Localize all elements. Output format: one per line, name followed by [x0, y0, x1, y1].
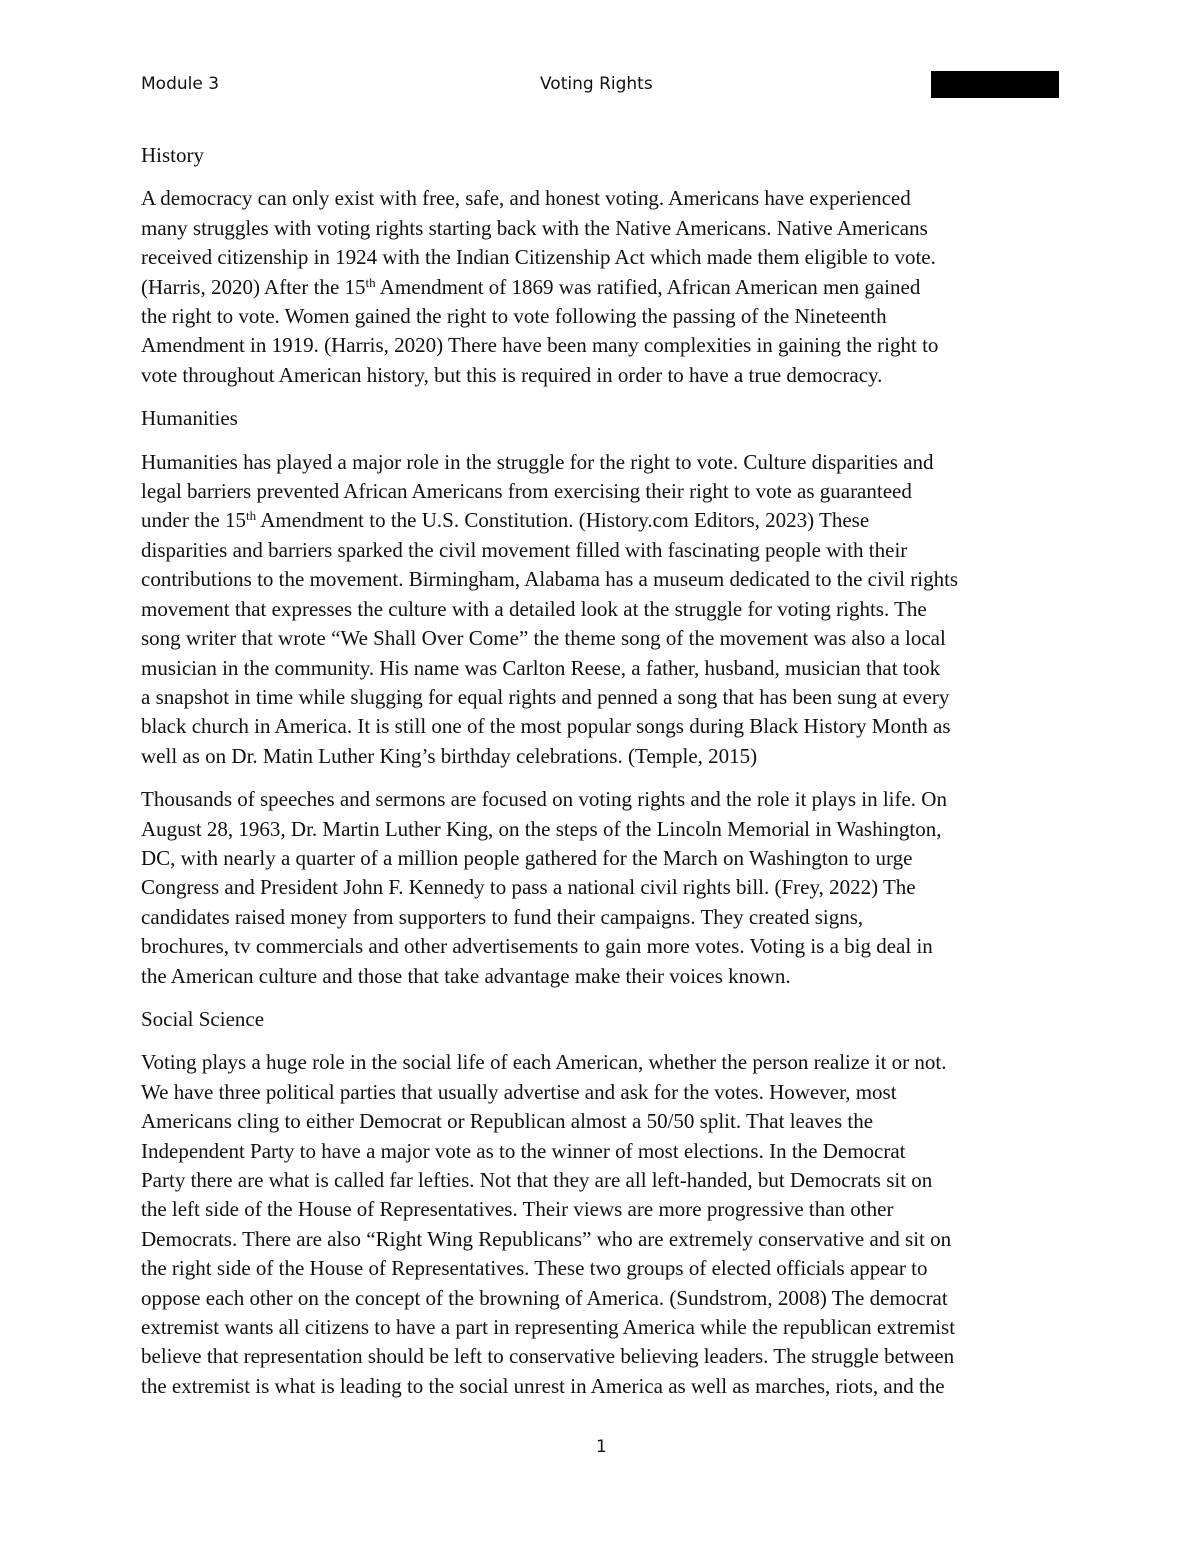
text-line: the extremist is what is leading to the social unrest in America as well as marches, riots, and the — [141, 1373, 945, 1398]
text-line: the American culture and those that take advantage make their voices known. — [141, 963, 791, 988]
text-line: under the 15th Amendment to the U.S. Constitution. (History.com Editors, 2023) These — [141, 508, 870, 533]
text-line: (Harris, 2020) After the 15th Amendment of 1869 was ratified, African American men gained — [141, 274, 921, 299]
ordinal-superscript: th — [245, 508, 257, 524]
text-line: candidates raised money from supporters to fund their campaigns. They created signs, — [141, 904, 864, 929]
text-line: many struggles with voting rights starting back with the Native Americans. Native Americans — [141, 215, 928, 240]
text-line: the left side of the House of Representatives. Their views are more progressive than other — [141, 1197, 894, 1222]
text-line: Independent Party to have a major vote as to the winner of most elections. In the Democrat — [141, 1138, 906, 1163]
text-line: Party there are what is called far lefties. Not that they are all left-handed, but Democrats sit on — [141, 1168, 933, 1192]
document-body — [141, 141, 1061, 1415]
text-line: Congress and President John F. Kennedy to pass a national civil rights bill. (Frey, 2022) The — [141, 875, 916, 900]
text-line: Americans cling to either Democrat or Republican almost a 50/50 split. That leaves the — [141, 1109, 874, 1134]
text-line: A democracy can only exist with free, safe, and honest voting. Americans have experienced — [141, 186, 911, 211]
paragraph-humanities-1 — [141, 448, 1061, 771]
text-line: the right side of the House of Representatives. These two groups of elected officials appear to — [141, 1256, 928, 1281]
text-line: Voting plays a huge role in the social life of each American, whether the person realize it or not. — [141, 1050, 947, 1075]
text-line: received citizenship in 1924 with the Indian Citizenship Act which made them eligible to vote. — [141, 245, 936, 270]
text-line: a snapshot in time while slugging for equal rights and penned a song that has been sung at every — [141, 684, 950, 709]
text-line: song writer that wrote “We Shall Over Come” the theme song of the movement was also a local — [141, 626, 946, 651]
text-line: disparities and barriers sparked the civil movement filled with fascinating people with their — [141, 537, 908, 562]
text-line: legal barriers prevented African Americans from exercising their right to vote as guaranteed — [141, 479, 912, 504]
header-module: Module 3 — [141, 74, 220, 94]
page-number: 1 — [596, 1437, 607, 1457]
text-line: Humanities has played a major role in the struggle for the right to vote. Culture disparities and — [141, 449, 934, 474]
text-line: extremist wants all citizens to have a part in representing America while the republican extremist — [141, 1315, 956, 1340]
text-line: black church in America. It is still one of the most popular songs during Black History Month as — [141, 714, 951, 739]
text-line: the right to vote. Women gained the right to vote following the passing of the Nineteenth — [141, 304, 887, 329]
text-line: We have three political parties that usually advertise and ask for the votes. However, most — [141, 1079, 897, 1104]
heading-humanities: Humanities — [141, 406, 238, 431]
header-title: Voting Rights — [540, 74, 653, 94]
text-line: August 28, 1963, Dr. Martin Luther King, on the steps of the Lincoln Memorial in Washington, — [141, 816, 942, 841]
ordinal-superscript: th — [365, 274, 376, 290]
text-line: DC, with nearly a quarter of a million people gathered for the March on Washington to urge — [141, 845, 913, 870]
text-line: Democrats. There are also “Right Wing Republicans” who are extremely conservative and sit on — [141, 1226, 952, 1251]
text-line: musician in the community. His name was Carlton Reese, a father, husband, musician that took — [141, 655, 941, 680]
text-line: brochures, tv commercials and other advertisements to gain more votes. Voting is a big deal in — [141, 934, 933, 959]
paragraph-humanities-2 — [141, 785, 1061, 991]
text-line: movement that expresses the culture with a detailed look at the struggle for voting rights. The — [141, 596, 927, 621]
text-line: oppose each other on the concept of the browning of America. (Sundstrom, 2008) The democrat — [141, 1285, 948, 1310]
heading-social-science: Social Science — [141, 1006, 265, 1031]
text-line: vote throughout American history, but this is required in order to have a true democracy. — [141, 362, 883, 387]
paragraph-history — [141, 184, 1061, 390]
text-line: contributions to the movement. Birmingham, Alabama has a museum dedicated to the civil rights — [141, 567, 959, 592]
heading-history: History — [141, 143, 204, 167]
text-line: Thousands of speeches and sermons are focused on voting rights and the role it plays in life. On — [141, 787, 947, 812]
text-line: well as on Dr. Matin Luther King’s birthday celebrations. (Temple, 2015) — [141, 743, 758, 768]
redacted-name-block — [931, 71, 1059, 98]
text-line: Amendment in 1919. (Harris, 2020) There have been many complexities in gaining the right to — [141, 333, 939, 358]
paragraph-social-science — [141, 1048, 1061, 1401]
text-line: believe that representation should be left to conservative believing leaders. The struggle between — [141, 1344, 955, 1369]
